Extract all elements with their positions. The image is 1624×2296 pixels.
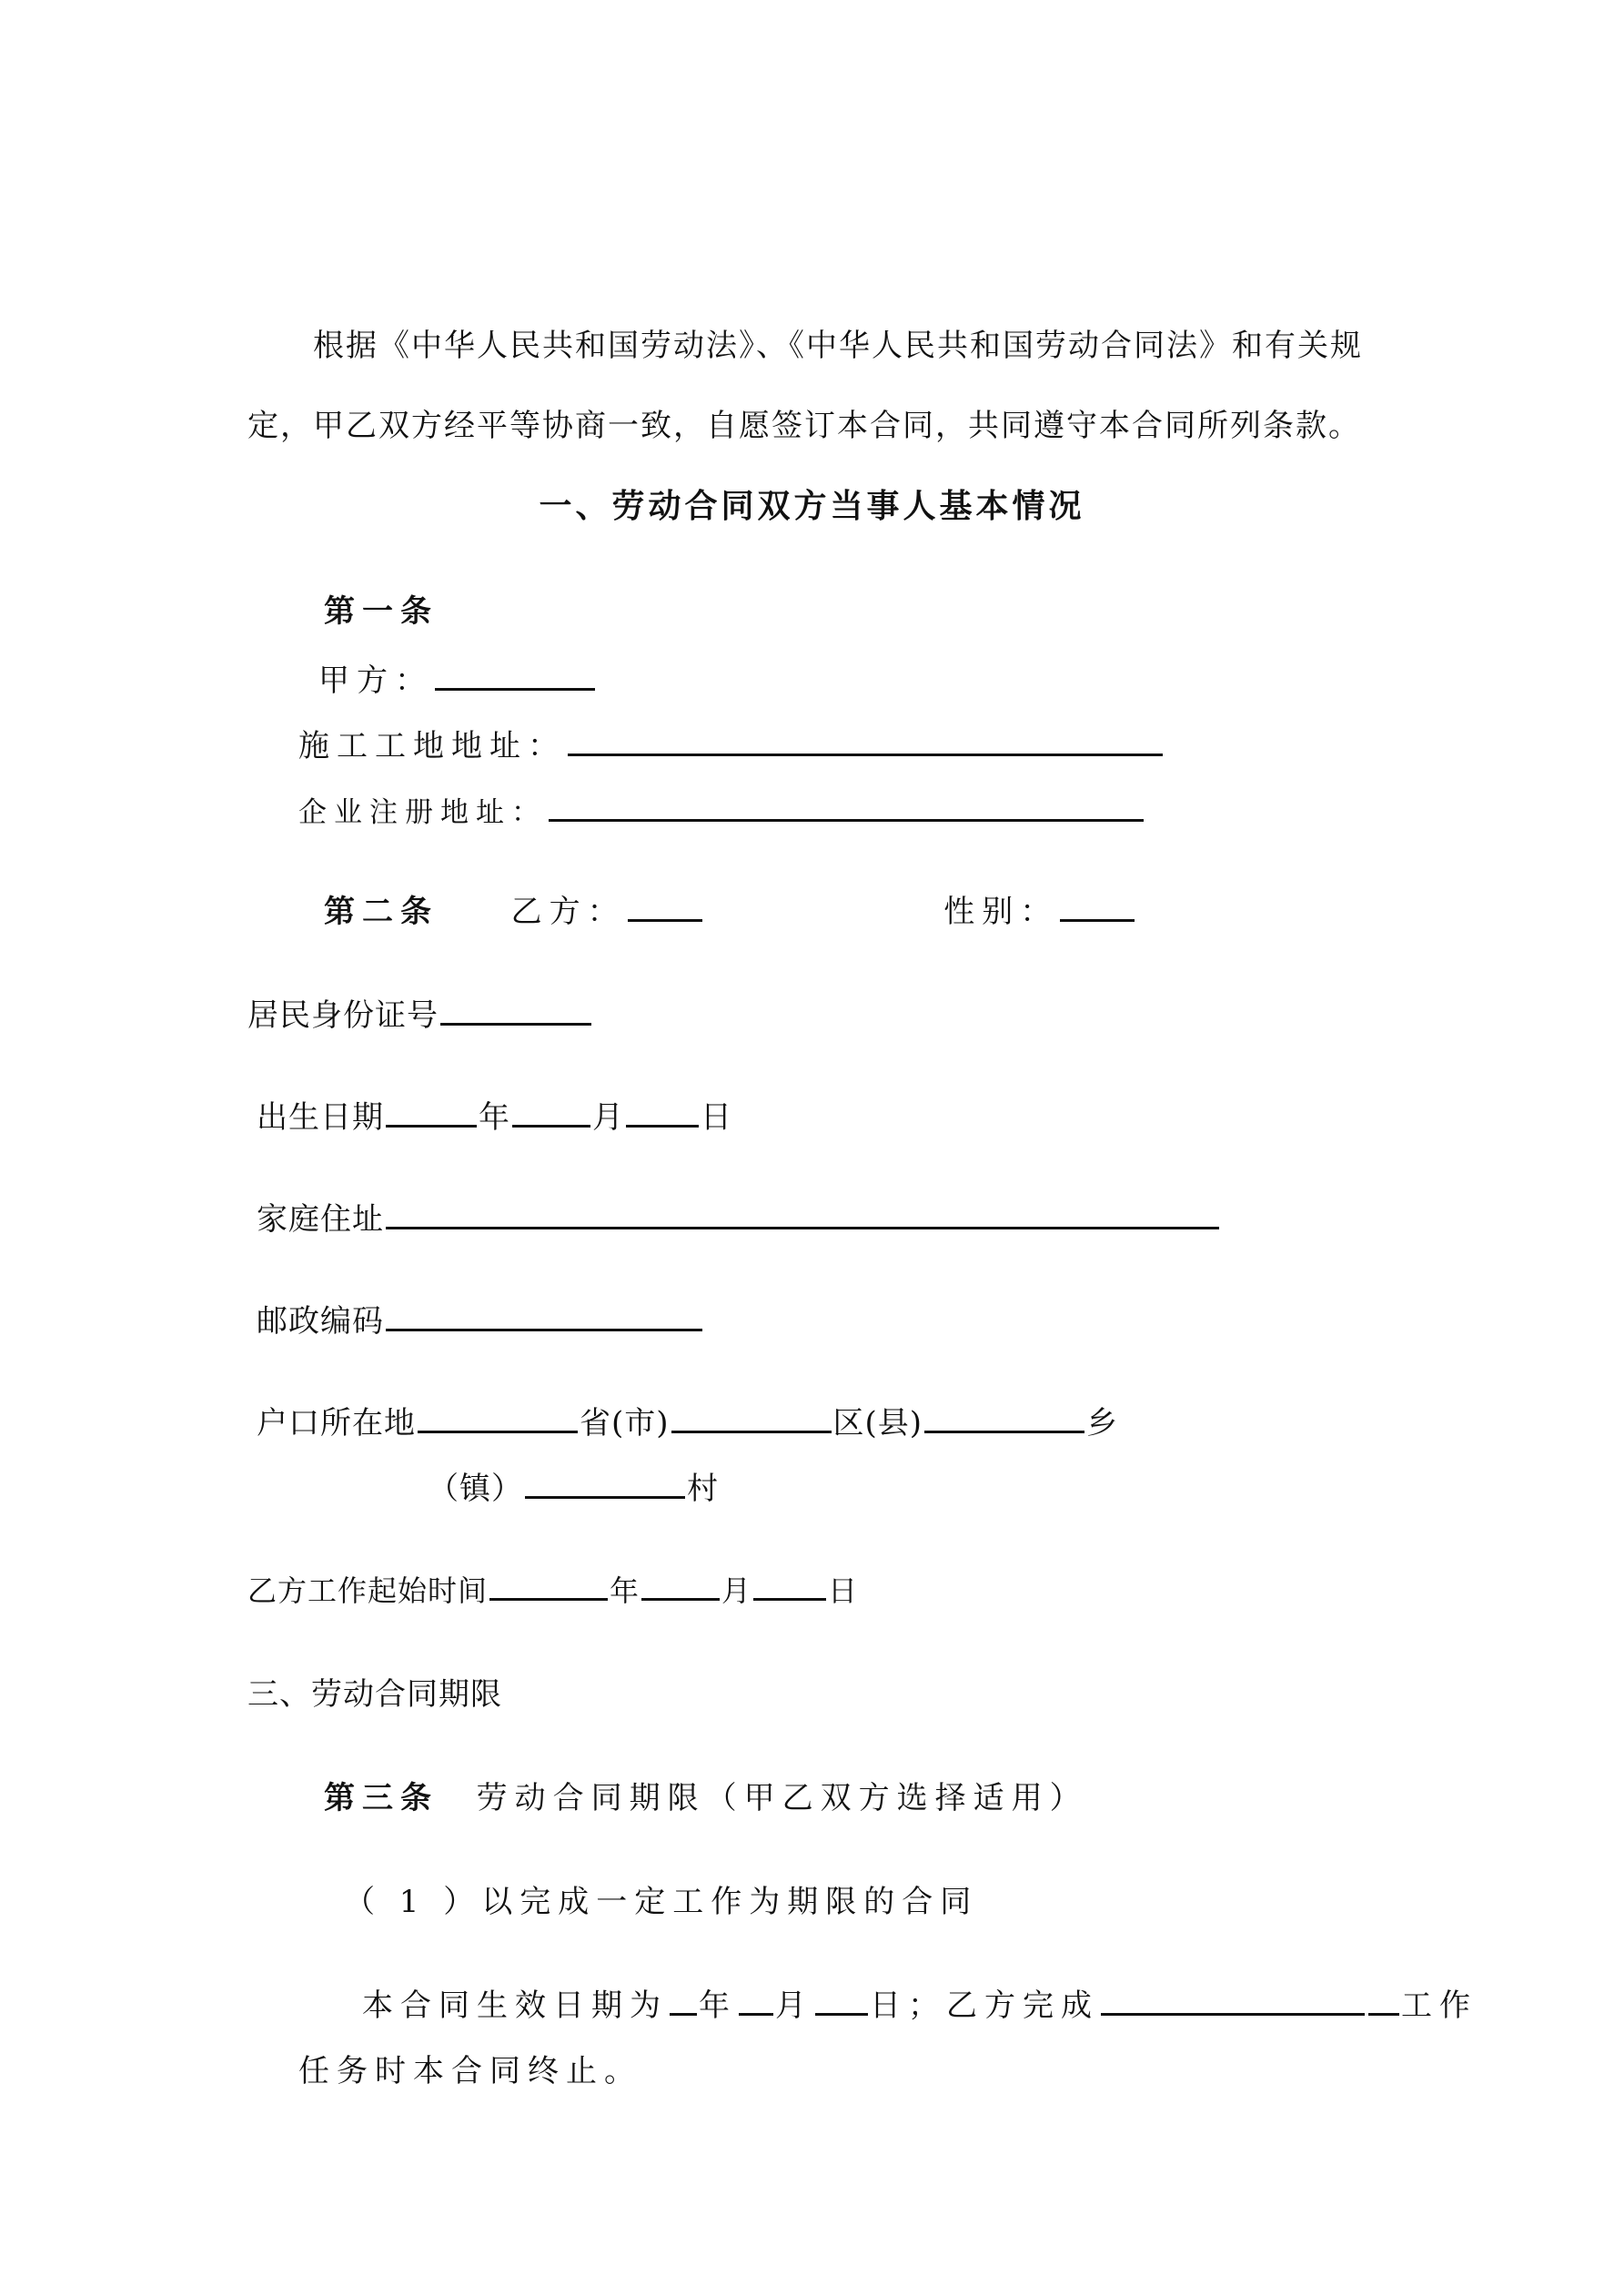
site-address-row bbox=[298, 726, 1165, 766]
complete-label: 乙方完成 bbox=[946, 1988, 1099, 2024]
home-address-blank[interactable] bbox=[386, 1199, 1219, 1229]
effective-month-blank[interactable] bbox=[739, 1986, 773, 2016]
registered-address-row bbox=[298, 792, 1145, 833]
termination-text: 任务时本合同终止。 bbox=[298, 2053, 642, 2089]
effective-month-label: 月 bbox=[775, 1988, 813, 2024]
section-1-heading: 一、劳动合同双方当事人基本情况 bbox=[539, 488, 1085, 525]
birth-label: 出生日期 bbox=[257, 1099, 384, 1136]
village-label: 村 bbox=[687, 1471, 719, 1507]
effective-year-blank[interactable] bbox=[670, 1986, 697, 2016]
party-a-row bbox=[318, 661, 597, 701]
start-label: 乙方工作起始时间 bbox=[247, 1573, 489, 1608]
hukou-town-blank[interactable] bbox=[525, 1469, 685, 1499]
article-3-row bbox=[324, 1778, 1088, 1818]
postcode-label: 邮政编码 bbox=[257, 1303, 384, 1340]
effective-date-row: 本合同生效日期为 年 月 日；乙方完成 工作 bbox=[362, 1988, 1478, 2024]
township-label: 乡 bbox=[1086, 1405, 1119, 1441]
task-blank-2[interactable] bbox=[1368, 1986, 1399, 2016]
party-b-blank[interactable] bbox=[628, 892, 702, 922]
id-label: 居民身份证号 bbox=[247, 997, 439, 1034]
start-day-label: 日 bbox=[828, 1573, 859, 1608]
article-1-title: 第一条 bbox=[324, 593, 439, 630]
start-year-blank[interactable] bbox=[489, 1571, 608, 1601]
hukou-township-blank[interactable] bbox=[924, 1403, 1084, 1433]
town-label: （镇） bbox=[428, 1471, 523, 1507]
province-label: 省(市) bbox=[580, 1405, 670, 1441]
district-label: 区(县) bbox=[832, 1405, 923, 1441]
effective-day-blank[interactable] bbox=[815, 1986, 868, 2016]
article-3-subtitle: 劳动合同期限（甲乙双方选择适用） bbox=[476, 1780, 1088, 1816]
effective-day-label: 日 bbox=[870, 1988, 908, 2024]
birth-month-label: 月 bbox=[592, 1099, 624, 1136]
article-2-title: 第二条 bbox=[324, 894, 439, 930]
start-month-label: 月 bbox=[721, 1573, 752, 1608]
start-year-label: 年 bbox=[610, 1573, 641, 1608]
article-3-title: 第三条 bbox=[324, 1780, 439, 1816]
party-a-blank[interactable] bbox=[435, 661, 595, 691]
task-blank[interactable] bbox=[1101, 1986, 1365, 2016]
hukou-row-2 bbox=[428, 1469, 719, 1509]
hukou-district-blank[interactable] bbox=[671, 1403, 832, 1433]
id-row bbox=[247, 996, 593, 1036]
birth-month-blank[interactable] bbox=[512, 1097, 590, 1128]
home-address-label: 家庭住址 bbox=[257, 1201, 384, 1238]
effective-label: 本合同生效日期为 bbox=[362, 1988, 668, 2024]
article-2-row bbox=[324, 892, 1136, 932]
start-day-blank[interactable] bbox=[753, 1571, 826, 1601]
hukou-row bbox=[257, 1403, 1118, 1443]
effective-year-label: 年 bbox=[699, 1988, 737, 2024]
site-address-blank[interactable] bbox=[568, 726, 1163, 756]
birth-row bbox=[257, 1097, 732, 1138]
birth-year-label: 年 bbox=[479, 1099, 510, 1136]
gender-label: 性别： bbox=[943, 894, 1059, 930]
section-3-heading: 三、劳动合同期限 bbox=[247, 1676, 502, 1713]
hukou-label: 户口所在地 bbox=[257, 1405, 416, 1441]
party-a-label: 甲方： bbox=[318, 663, 433, 699]
start-date-row bbox=[247, 1571, 858, 1611]
home-address-row bbox=[257, 1199, 1221, 1239]
postcode-row bbox=[257, 1301, 704, 1341]
party-b-label: 乙方： bbox=[510, 894, 626, 930]
postcode-blank[interactable] bbox=[386, 1301, 702, 1331]
hukou-province-blank[interactable] bbox=[418, 1403, 578, 1433]
intro-paragraph: 根据《中华人民共和国劳动法》、《中华人民共和国劳动合同法》和有关规定，甲乙双方经平等协商一致，自愿签订本合同，共同遵守本合同所列条款。 bbox=[247, 328, 1363, 444]
id-blank[interactable] bbox=[440, 996, 591, 1026]
site-address-label: 施工工地地址： bbox=[298, 728, 566, 764]
work-label: 工作 bbox=[1401, 1988, 1478, 2024]
gender-blank[interactable] bbox=[1060, 892, 1135, 922]
birth-day-blank[interactable] bbox=[626, 1097, 699, 1128]
birth-year-blank[interactable] bbox=[386, 1097, 477, 1128]
option-1: （ 1 ）以完成一定工作为期限的合同 bbox=[344, 1884, 979, 1920]
birth-day-label: 日 bbox=[701, 1099, 732, 1136]
registered-address-label: 企业注册地址： bbox=[298, 796, 547, 829]
registered-address-blank[interactable] bbox=[549, 792, 1144, 822]
start-month-blank[interactable] bbox=[641, 1571, 720, 1601]
